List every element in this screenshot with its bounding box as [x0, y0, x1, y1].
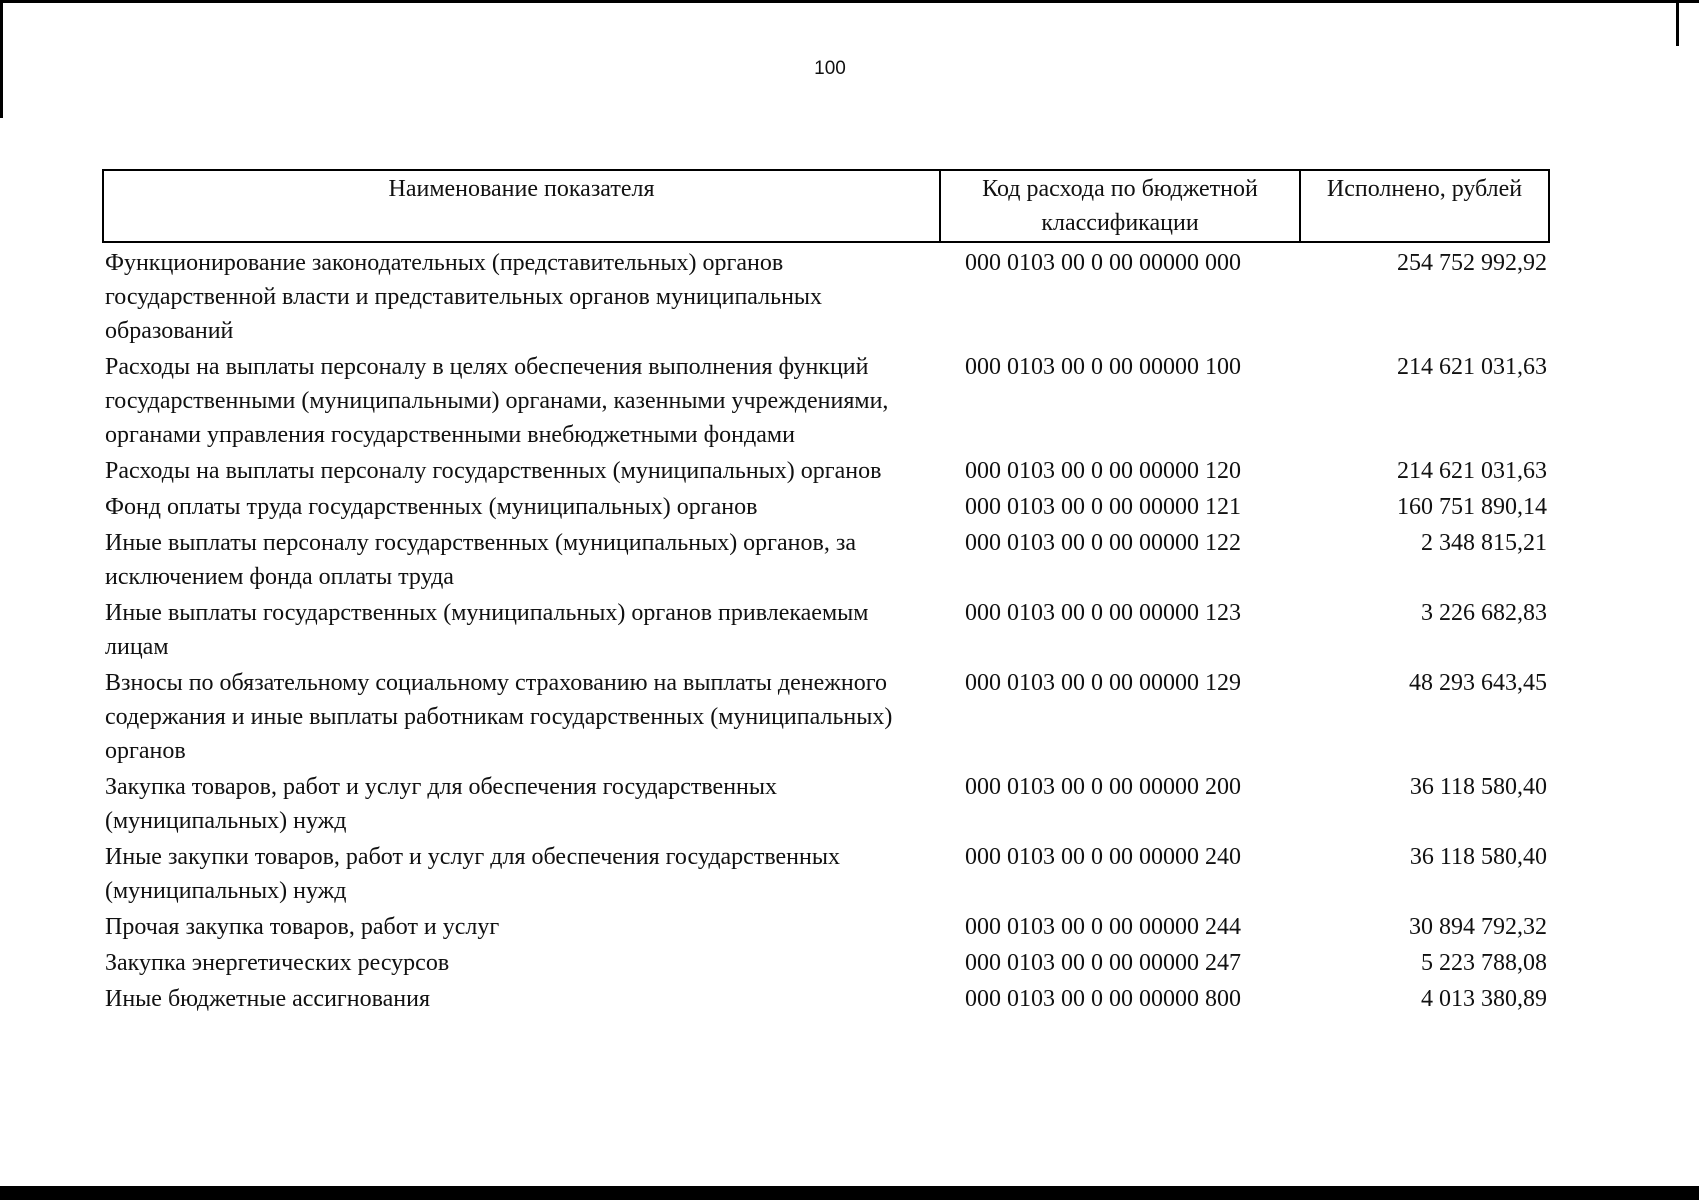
indicator-name: Взносы по обязательному социальному страхованию на выплаты денежного содержания и иные выплаты работникам государственных (муниципальных) органов: [105, 670, 893, 764]
executed-amount: 2 348 815,21: [1421, 530, 1547, 556]
budget-code: 000 0103 00 0 00 00000 123: [965, 600, 1241, 626]
table-header: [102, 169, 1550, 243]
table-row: [102, 454, 1550, 488]
budget-code: 000 0103 00 0 00 00000 129: [965, 670, 1241, 696]
indicator-name: Иные закупки товаров, работ и услуг для обеспечения государственных (муниципальных) нужд: [105, 844, 840, 904]
table-row: [102, 946, 1550, 980]
header-budget-code: Код расхода по бюджетной классификации: [941, 171, 1301, 241]
scan-bottom-border: [0, 1186, 1699, 1200]
header-executed-amount: Исполнено, рублей: [1326, 176, 1523, 202]
executed-amount: 214 621 031,63: [1397, 458, 1547, 484]
executed-amount: 160 751 890,14: [1397, 494, 1547, 520]
table-row: [102, 246, 1550, 348]
page-number: 100: [814, 58, 846, 79]
table-row: [102, 910, 1550, 944]
executed-amount: 4 013 380,89: [1421, 986, 1547, 1012]
expenditure-table: [102, 169, 1550, 1018]
budget-code: 000 0103 00 0 00 00000 122: [965, 530, 1241, 556]
table-row: [102, 770, 1550, 838]
executed-amount: 3 226 682,83: [1421, 600, 1547, 626]
budget-code: 000 0103 00 0 00 00000 000: [965, 250, 1241, 276]
budget-code: 000 0103 00 0 00 00000 121: [965, 494, 1241, 520]
table-row: [102, 350, 1550, 452]
executed-amount: 5 223 788,08: [1421, 950, 1547, 976]
table-row: [102, 490, 1550, 524]
executed-amount: 36 118 580,40: [1409, 774, 1547, 800]
scan-left-border: [0, 0, 3, 118]
indicator-name: Расходы на выплаты персоналу государственных (муниципальных) органов: [105, 458, 882, 484]
budget-code: 000 0103 00 0 00 00000 800: [965, 986, 1241, 1012]
table-row: [102, 840, 1550, 908]
header-indicator-name: Наименование показателя: [104, 171, 941, 241]
table-row: [102, 982, 1550, 1016]
indicator-name: Иные выплаты государственных (муниципальных) органов привлекаемым лицам: [105, 600, 869, 660]
budget-code: 000 0103 00 0 00 00000 120: [965, 458, 1241, 484]
table-row: [102, 526, 1550, 594]
executed-amount: 30 894 792,32: [1409, 914, 1547, 940]
indicator-name: Иные бюджетные ассигнования: [105, 986, 430, 1012]
indicator-name: Закупка товаров, работ и услуг для обеспечения государственных (муниципальных) нужд: [105, 774, 778, 834]
executed-amount: 36 118 580,40: [1409, 844, 1547, 870]
executed-amount: 214 621 031,63: [1397, 354, 1547, 380]
budget-code: 000 0103 00 0 00 00000 200: [965, 774, 1241, 800]
table-row: [102, 596, 1550, 664]
scan-right-border: [1676, 0, 1679, 46]
indicator-name: Фонд оплаты труда государственных (муниципальных) органов: [105, 494, 758, 520]
budget-code: 000 0103 00 0 00 00000 240: [965, 844, 1241, 870]
indicator-name: Прочая закупка товаров, работ и услуг: [105, 914, 500, 940]
indicator-name: Закупка энергетических ресурсов: [105, 950, 450, 976]
indicator-name: Расходы на выплаты персоналу в целях обеспечения выполнения функций государственными (муниципальными) органами, казенными учреждениями, органами управления государственными внебюджетными фондами: [105, 354, 889, 448]
executed-amount: 48 293 643,45: [1409, 670, 1547, 696]
indicator-name: Иные выплаты персоналу государственных (муниципальных) органов, за исключением фонда оплаты труда: [105, 530, 856, 590]
scan-top-border: [0, 0, 1699, 3]
budget-code: 000 0103 00 0 00 00000 244: [965, 914, 1241, 940]
executed-amount: 254 752 992,92: [1397, 250, 1547, 276]
budget-code: 000 0103 00 0 00 00000 100: [965, 354, 1241, 380]
indicator-name: Функционирование законодательных (представительных) органов государственной власти и представительных органов муниципальных образований: [105, 250, 823, 344]
table-row: [102, 666, 1550, 768]
budget-code: 000 0103 00 0 00 00000 247: [965, 950, 1241, 976]
table-body: [102, 246, 1550, 1016]
